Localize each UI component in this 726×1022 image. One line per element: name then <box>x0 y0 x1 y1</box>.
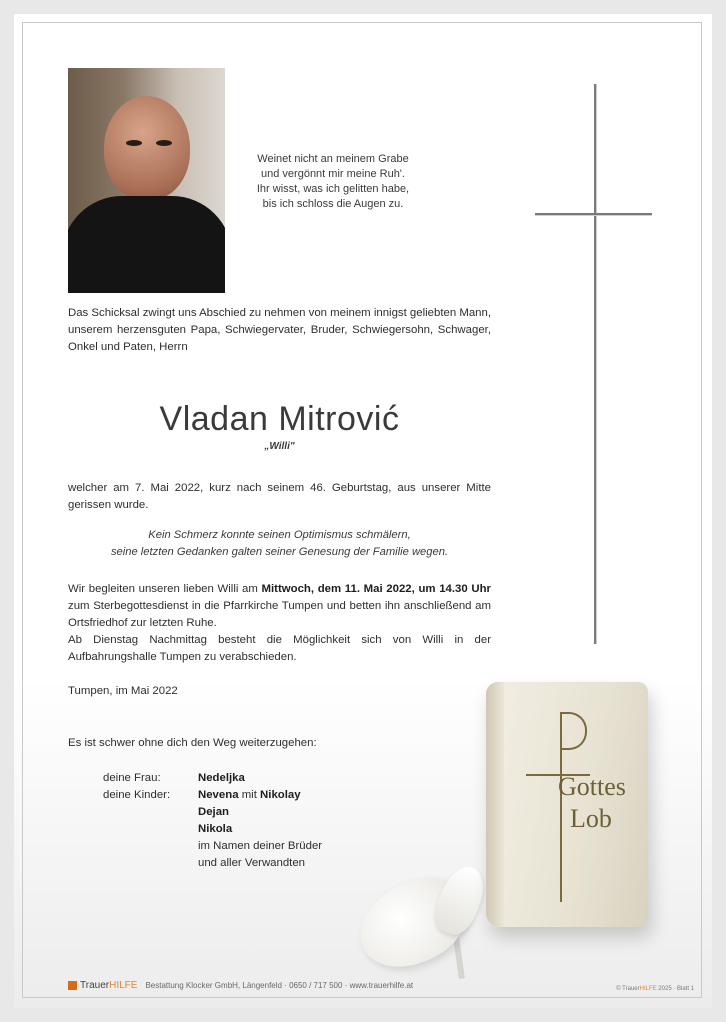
book-title-line1: Gottes <box>558 772 626 801</box>
role-label: deine Kinder: <box>103 789 171 801</box>
book-title-line2: Lob <box>570 804 612 833</box>
family-note: und aller Verwandten <box>198 857 306 869</box>
copyright-part: HILFE <box>639 986 657 992</box>
family-note: im Namen deiner Brüder <box>198 840 323 852</box>
portrait-photo <box>68 68 225 293</box>
place-date: Tumpen, im Mai 2022 <box>68 685 178 697</box>
family-name: Nedeljka <box>198 772 245 784</box>
farewell-line: Es ist schwer ohne dich den Weg weiterzugehen: <box>68 737 317 749</box>
family-connector: mit <box>238 789 261 801</box>
poem-line: Ihr wisst, was ich gelitten habe, <box>256 183 410 195</box>
intro-text: Das Schicksal zwingt uns Abschied zu nehmen von meinem innigst geliebten Mann, unserem herzensguten Papa, Schwiegervater, Bruder, Schwiegersohn, Schwager, Onkel und Paten, Herrn <box>68 307 491 353</box>
cross-icon <box>594 84 596 644</box>
hymnal-book-image <box>486 682 648 927</box>
quote-line: seine letzten Gedanken galten seiner Genesung der Familie wegen. <box>110 546 449 558</box>
family-name: Dejan <box>198 806 230 818</box>
funeral-info <box>68 581 491 666</box>
family-list <box>103 770 322 872</box>
family-name: Nikolay <box>260 789 301 801</box>
calla-lily-image <box>344 859 504 979</box>
funeral-text: Wir begleiten unseren lieben Willi am <box>68 583 262 595</box>
brand-logo-icon <box>68 981 77 990</box>
family-name: Nevena <box>198 789 239 801</box>
deceased-nickname: „Willi" <box>264 441 295 452</box>
memorial-poem <box>228 152 438 212</box>
family-name: Nikola <box>198 823 233 835</box>
funeral-text: zum Sterbegottesdienst in die Pfarrkirche Tumpen und betten ihn anschließend am Ortsfriedhof zur letzten Ruhe. <box>68 600 491 629</box>
death-notice: welcher am 7. Mai 2022, kurz nach seinem 46. Geburtstag, aus unserer Mitte gerissen wurde. <box>68 482 491 511</box>
poem-line: Weinet nicht an meinem Grabe <box>257 153 409 165</box>
memorial-quote <box>68 527 491 561</box>
deceased-name: Vladan Mitrović <box>159 400 400 438</box>
brand-name-part2: HILFE <box>109 980 138 991</box>
copyright-part: © Trauer <box>616 986 640 992</box>
funeral-date: Mittwoch, dem 11. Mai 2022, um 14.30 Uhr <box>261 583 491 595</box>
quote-line: Kein Schmerz konnte seinen Optimismus schmälern, <box>148 529 411 541</box>
cross-icon-bar <box>535 213 652 215</box>
footer-copyright <box>616 986 694 992</box>
poem-line: und vergönnt mir meine Ruh'. <box>261 168 405 180</box>
copyright-part: 2025 · Blatt 1 <box>656 986 694 992</box>
viewing-text: Ab Dienstag Nachmittag besteht die Möglichkeit sich von Willi in der Aufbahrungshalle Tumpen zu verabschieden. <box>68 634 491 663</box>
role-label: deine Frau: <box>103 772 161 784</box>
footer-company: Bestattung Klocker GmbH, Längenfeld · 0650 / 717 500 · www.trauerhilfe.at <box>145 981 414 990</box>
brand-name-part1: Trauer <box>80 980 110 991</box>
poem-line: bis ich schloss die Augen zu. <box>262 198 404 210</box>
parte-page <box>14 14 712 1008</box>
footer-brand <box>68 980 413 991</box>
